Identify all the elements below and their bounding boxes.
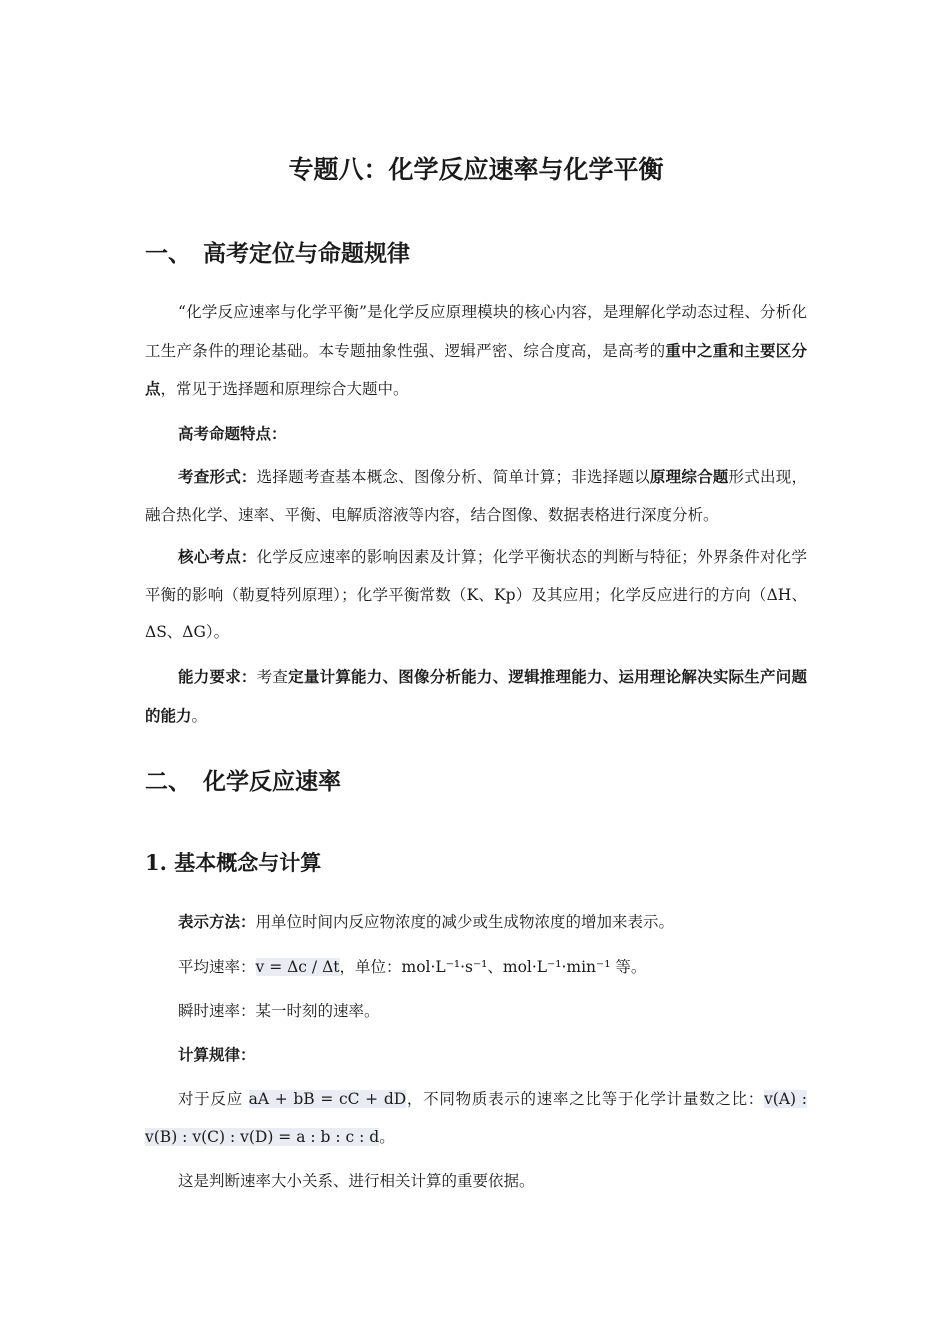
text-run: 化学反应速率的影响因素及计算；化学平衡状态的判断与特征；外界条件对化学平衡的影响（勒夏特列原理）；化学平衡常数（K、Kp）及其应用；化学反应进行的方向（ΔH、ΔS、ΔG）。 xyxy=(145,548,807,641)
text-run: 选择题考查基本概念、图像分析、简单计算；非选择题以 xyxy=(256,468,650,486)
rate-ratio-formula: v(A) : v(B) : v(C) : v(D) = a : b : c : d xyxy=(145,1090,807,1146)
bold-label: 表示方法： xyxy=(178,912,256,931)
text-run: 。 xyxy=(379,1127,395,1146)
text-run: “化学反应速率与化学平衡”是化学反应原理模块的核心内容，是理解化学动态过程、分析化工生产条件的理论基础。本专题抽象性强、逻辑严密、综合度高，是高考的 xyxy=(145,303,807,360)
text-run: 。 xyxy=(191,706,208,725)
intro-paragraph xyxy=(145,294,807,409)
bold-text: 重中之重和主要区分点 xyxy=(145,340,807,398)
text-run: ，不同物质表示的速率之比等于化学计量数之比： xyxy=(406,1090,765,1108)
text-run: 对于反应 xyxy=(178,1090,249,1108)
core-points-paragraph xyxy=(145,538,807,652)
text-run: 考查 xyxy=(256,668,289,686)
basis-paragraph: 这是判断速率大小关系、进行相关计算的重要依据。 xyxy=(178,1172,535,1190)
features-label xyxy=(145,420,807,448)
calc-rule-label xyxy=(145,1041,807,1069)
section-number: 二、 xyxy=(145,768,191,795)
section-number: 一、 xyxy=(145,240,191,267)
rate-formula: v = Δc / Δt xyxy=(255,958,340,976)
section-heading-1 xyxy=(145,238,410,270)
average-rate-paragraph xyxy=(145,953,807,981)
bold-text: 原理综合题 xyxy=(649,467,729,486)
text-run: ，常见于选择题和原理综合大题中。 xyxy=(160,380,409,398)
reaction-equation: aA + bB = cC + dD xyxy=(248,1090,407,1108)
section-heading-2 xyxy=(145,766,341,798)
section-title: 高考定位与命题规律 xyxy=(203,240,410,267)
expression-method-paragraph xyxy=(145,908,807,936)
text-run: ，单位：mol·L⁻¹·s⁻¹、mol·L⁻¹·min⁻¹ 等。 xyxy=(339,958,647,976)
subsection-heading: 1. 基本概念与计算 xyxy=(145,850,322,875)
bold-text: 定量计算能力、图像分析能力、逻辑推理能力、运用理论解决实际生产问题的能力 xyxy=(145,667,807,725)
bold-text: 高考命题特点： xyxy=(178,424,287,443)
bold-text: 计算规律： xyxy=(178,1045,256,1064)
section-title: 化学反应速率 xyxy=(203,768,341,795)
document-title: 专题八：化学反应速率与化学平衡 xyxy=(288,155,664,184)
text-run: 平均速率： xyxy=(178,958,256,976)
ability-paragraph xyxy=(145,658,807,735)
text-run: 用单位时间内反应物浓度的减少或生成物浓度的增加来表示。 xyxy=(255,913,675,931)
bold-label: 核心考点： xyxy=(178,547,257,566)
exam-form-paragraph xyxy=(145,458,807,534)
instant-rate-paragraph: 瞬时速率：某一时刻的速率。 xyxy=(178,1002,380,1020)
text-run: 形式出现，融合热化学、速率、平衡、电解质溶液等内容，结合图像、数据表格进行深度分析。 xyxy=(145,468,807,524)
bold-label: 能力要求： xyxy=(178,667,257,686)
rate-ratio-paragraph xyxy=(145,1081,807,1156)
bold-label: 考查形式： xyxy=(178,467,257,486)
